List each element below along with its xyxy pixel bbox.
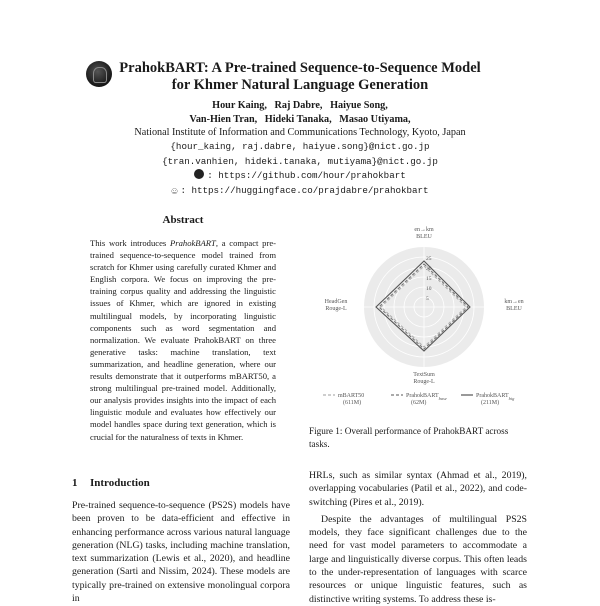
radar-tick-label: 15 xyxy=(426,276,432,282)
radar-axis-metric: Rouge-L xyxy=(325,306,347,312)
section-heading-introduction xyxy=(72,477,150,489)
section-number: 1 xyxy=(72,477,78,489)
huggingface-icon: ☺ xyxy=(171,187,178,198)
title-line-2: for Khmer Natural Language Generation xyxy=(171,77,429,93)
radar-tick-label: 25 xyxy=(426,256,432,262)
intro-right-paragraph-1: HRLs, such as similar syntax (Ahmad et al., 2019), overlapping vocabularies (Patil et al., 2022), and code-switching (Pires et al., 2019). xyxy=(309,470,527,508)
legend-label: PrahokBART$_{base}$ xyxy=(406,393,447,401)
github-link-row[interactable] xyxy=(0,168,600,183)
figure-caption: Figure 1: Overall performance of PrahokBART across tasks. xyxy=(309,426,509,449)
legend-params: (62M) xyxy=(411,400,427,406)
email-line-2: {tran.vanhien, hideki.tanaka, mutiyama}@nict.go.jp xyxy=(162,156,438,167)
radar-axis-label: en→km xyxy=(414,227,434,233)
abstract-model-name: PrahokBART xyxy=(170,238,216,248)
radar-tick-label: 10 xyxy=(426,286,432,292)
authors-line-2: Van-Hien Tran, Hideki Tanaka, Masao Utiyama, xyxy=(189,113,411,125)
abstract-heading: Abstract xyxy=(162,214,204,226)
radar-axis-label: km→en xyxy=(504,299,524,305)
radar-axis-label: HeadGen xyxy=(324,299,348,305)
github-link[interactable]: : https://github.com/hour/prahokbart xyxy=(207,170,406,181)
huggingface-link[interactable]: : https://huggingface.co/prajdabre/prahokbart xyxy=(180,185,429,196)
legend-label: PrahokBART$_{big}$ xyxy=(476,393,515,401)
radar-axis-label: TextSum xyxy=(413,372,435,378)
section-title: Introduction xyxy=(90,477,150,489)
email-block xyxy=(0,139,600,169)
abstract-text-start: This work introduces xyxy=(90,238,170,248)
legend-params: (211M) xyxy=(481,400,500,406)
huggingface-link-row[interactable] xyxy=(0,183,600,200)
legend-label: mBART50 xyxy=(338,393,365,399)
legend-label-subscript: base xyxy=(438,395,447,401)
intro-right-paragraph-2: Despite the advantages of multilingual PS2S models, they face significant challenges due to the need for vast model parameters to accommodate a large and linguistically diverse corpus. This often leads to the under-representation of languages with scarce resources or unique linguistic features, such as distinctive writing systems. To address these is- xyxy=(309,513,527,605)
paper-title xyxy=(0,60,600,94)
radar-axis-metric: BLEU xyxy=(506,306,522,312)
intro-left-column: Pre-trained sequence-to-sequence (PS2S) models have been proven to be data-efficient and effective in enhancing performance across various natural language generation (NLG) tasks, including machine translation, text summarization (Lewis et al., 2020), and headline generation (Sarti and Nissim, 2024). These models are typically pre-trained on extensive monolingual corpora in xyxy=(72,500,290,605)
email-line-1: {hour_kaing, raj.dabre, haiyue.song}@nict.go.jp xyxy=(170,141,430,152)
abstract-body xyxy=(90,237,276,443)
radar-tick-label: 5 xyxy=(426,296,429,302)
title-line-1: PrahokBART: A Pre-trained Sequence-to-Sequence Model xyxy=(119,60,481,76)
links-block xyxy=(0,168,600,200)
author-list xyxy=(0,99,600,126)
radar-axis-metric: BLEU xyxy=(416,234,432,240)
authors-line-1: Hour Kaing, Raj Dabre, Haiyue Song, xyxy=(212,100,388,111)
affiliation: National Institute of Information and Communications Technology, Kyoto, Japan xyxy=(134,127,466,138)
radar-axis-metric: Rouge-L xyxy=(413,379,435,385)
radar-tick-label: 20 xyxy=(426,266,432,272)
legend-params: (611M) xyxy=(343,400,362,406)
github-icon xyxy=(194,169,204,179)
abstract-text-rest: , a compact pre-trained sequence-to-sequence model trained from scratch for Khmer using carefully curated Khmer and English corpora. We focus on improving the pre-training corpus quality and addressing the linguistic issues of Khmer, which are ignored in existing multilingual models, by incorporating linguistic components such as word segmentation and normalization. We evaluate PrahokBART on three generative tasks: machine translation, text summarization, and headline generation, where our results demonstrate that it outperforms mBART50, a strong multilingual pre-trained model. Additionally, our analysis provides insights into the impact of each linguistic module and evaluates how effectively our model handles space during text generation, which is crucial for the naturalness of texts in Khmer. xyxy=(90,238,276,442)
legend-label-subscript: big xyxy=(508,395,515,401)
radar-chart xyxy=(309,212,529,417)
intro-right-column xyxy=(309,469,527,606)
